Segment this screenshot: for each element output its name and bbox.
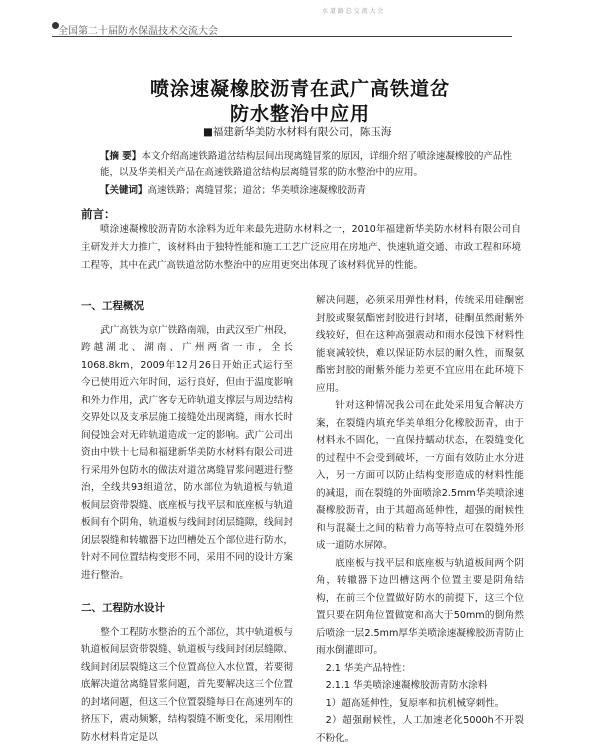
subsection-2-1-1: 2.1.1 华美喷涂速凝橡胶沥青防水涂料 <box>325 680 488 691</box>
feature-item-2: 2）超强耐候性，人工加速老化5000h不开裂不粉化。 <box>316 715 524 744</box>
abstract-text: 本文介绍高速铁路道岔结构层间出现离缝冒浆的原因，详细介绍了喷涂速凝橡胶的产品性能，以及华美相关产品在高速铁路道岔结构层离缝冒浆的防水整治中的应用。 <box>100 151 512 178</box>
running-header: 全国第二十届防水保温技术交流大会 <box>58 26 218 37</box>
header-noise-text: 水 道 路 总 交 流 大 会 <box>322 8 384 15</box>
keywords-label: 【关键词】 <box>100 185 148 196</box>
header-rule <box>52 36 512 37</box>
article-title-line1: 喷涂速凝橡胶沥青在武广高铁道岔 <box>149 78 450 100</box>
right-para3: 底座板与找平层和底座板与轨道板间两个阴角，转辙器下边凹槽这两个位置主要是阴角结构，在前三个位置做好防水的前提下，这三个位置只要在阴角位置做宽和高大于50mm的倒角然后喷涂一层2.5mm厚华美喷涂速凝橡胶沥青防止雨水倒灌即可。 <box>316 557 524 656</box>
left-column <box>81 292 293 746</box>
preface-text: 喷涂速凝橡胶沥青防水涂料为近年来最先进防水材料之一，2010年福建新华美防水材料有限公司自主研发并大力推广，该材料由于独特性能和施工工艺广泛应用在房地产、快速轨道交通、市政工程和环境工程等，其中在武广高铁道岔防水整治中的应用更突出体现了该材料优异的性能。 <box>81 224 521 271</box>
section2-heading: 二、工程防水设计 <box>81 602 165 614</box>
abstract-label: 【摘 要】 <box>100 151 142 162</box>
section1-text: 武广高铁为京广铁路南端，由武汉至广州段，跨越湖北、湖南、广州两省一市，全长1068.8km，2009年12月26日开始正式运行至今已使用近六年时间，运行良好，但由于温度影响和外力作用，武广客专无砟轨道支撑层与周边结构交界处以及支承层施工接缝处出现离缝，雨水长时间侵蚀会对无砟轨道造成一定的影响。武广公司出资由中铁十七局和福建新华美防水材料有限公司进行采用外包防水的做法对道岔离缝冒浆问题进行整治，全线共93组道岔，防水部位为轨道板与轨道板间层资带裂缝、底座板与找平层和底座板与轨道板间有个阴角，轨道板与线间封闭层缝隙，线间封闭层裂缝和转辙器下边凹槽处五个部位进行防水，针对不同位置结构变形不同，采用不同的设计方案进行整治。 <box>81 324 293 581</box>
author-line: ■福建新华美防水材料有限公司，陈玉海 <box>203 126 392 138</box>
section1-heading: 一、工程概况 <box>81 300 144 312</box>
keywords-text: 高速铁路；离缝冒浆；道岔；华美喷涂速凝橡胶沥青 <box>147 185 367 196</box>
right-para1: 解决问题，必须采用弹性材料，传统采用硅酮密封胶或聚氨酯密封胶进行封堵，硅酮虽然耐紫外线较好，但在这种高强震动和雨水侵蚀下材料性能衰减较快，难以保证防水层的耐久性，而聚氨酯密封胶的耐紫外能力差更不宜应用在此环境下应用。 <box>316 295 524 394</box>
subsection-2-1-heading: 2.1 华美产品特性： <box>325 662 412 674</box>
abstract <box>100 149 520 181</box>
keywords <box>100 182 520 196</box>
preface-heading: 前言： <box>81 207 116 221</box>
feature-item-1: 1）超高延伸性，复原率和抗机械穿刺性。 <box>325 697 505 709</box>
right-para2: 针对这种情况我公司在此处采用复合解决方案，在裂缝内填充华美单组分化橡胶沥青，由于材料永不固化，一直保持蠕动状态，在裂缝变化的过程中不会受到破坏，一方面有效防止水分进入，另一方面可以防止结构变形造成的材料性能的减退，而在裂缝的外面喷涂2.5mm华美喷涂速凝橡胶沥青，由于其超高延伸性，超强的耐候性和与混凝土之间的粘着力高等特点可在裂缝外形成一道防水屏障。 <box>316 400 524 551</box>
right-column <box>316 292 524 747</box>
section2-text: 整个工程防水整治的五个部位，其中轨道板与轨道板间层资带裂缝、轨道板与线间封闭层缝隙、线间封闭层裂缝这三个位置高位入水位置，若要彻底解决道岔离缝冒浆问题，首先要解决这三个位置的封堵问题，但这三个位置裂缝每日在高速列车的挤压下，震动频繁，结构裂缝不断变化，采用刚性防水材料肯定是以 <box>81 626 293 743</box>
article-title-line2: 防水整治中应用 <box>229 103 370 125</box>
